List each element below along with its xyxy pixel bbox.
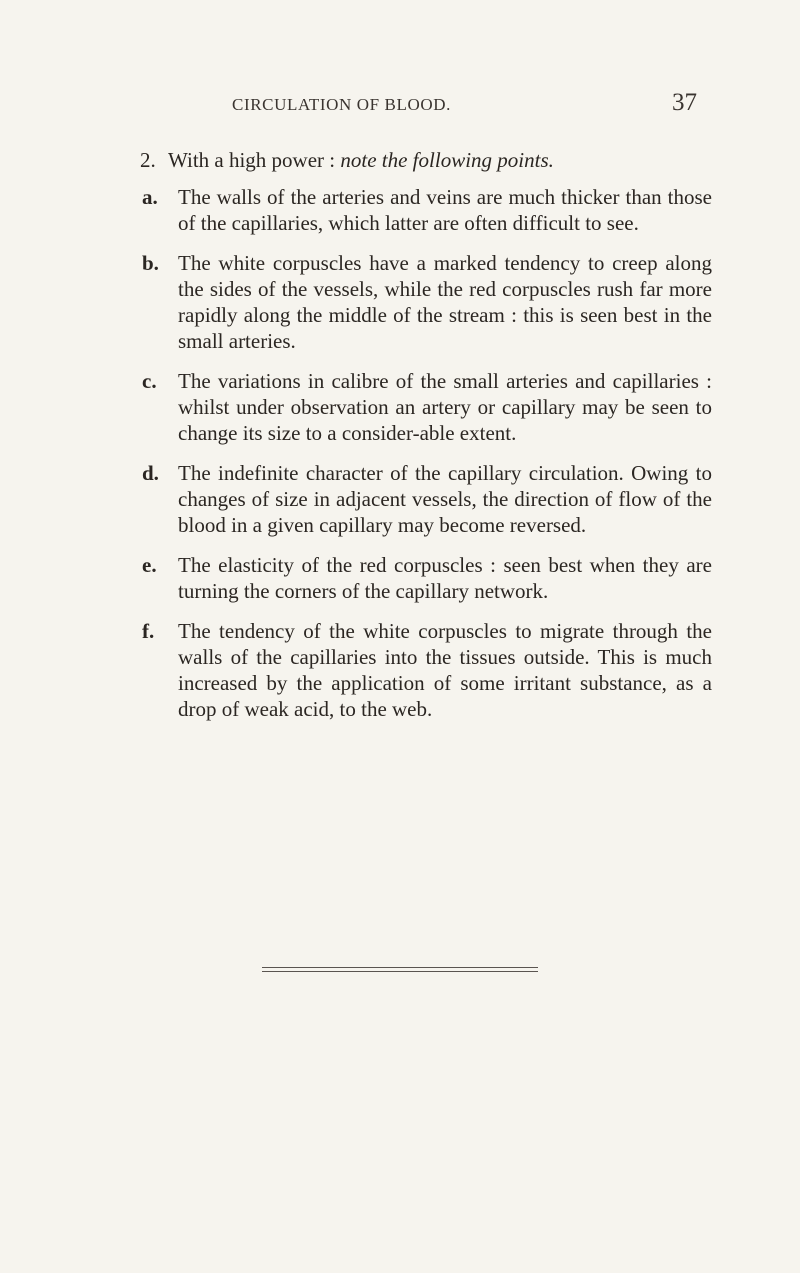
item-text: The elasticity of the red corpuscles : seen best when they are turning the corners of the capillary network.: [178, 553, 712, 603]
end-rule-bottom: [262, 971, 538, 972]
item-letter: b.: [142, 251, 159, 275]
item-letter: f.: [142, 619, 155, 643]
section-intro: [140, 146, 554, 174]
item-letter: a.: [142, 185, 158, 209]
running-head: [0, 89, 800, 129]
end-rule-top: [262, 967, 538, 968]
item-text: The indefinite character of the capillary circulation. Owing to changes of size in adjacent vessels, the direction of flow of the blood in a given capillary may become reversed.: [178, 461, 712, 537]
item-number: 2.: [140, 148, 156, 172]
item-text: The tendency of the white corpuscles to migrate through the walls of the capillaries into the tissues outside. This is much increased by the application of some irritant substance, as a drop of weak acid, to the web.: [178, 619, 712, 721]
item-text: The walls of the arteries and veins are much thicker than those of the capillaries, which latter are often difficult to see.: [178, 185, 712, 235]
item-letter: d.: [142, 461, 159, 485]
list-item: [142, 368, 712, 446]
item-letter: c.: [142, 369, 157, 393]
intro-lead: With a high power :: [168, 148, 341, 172]
item-text: The white corpuscles have a marked tendency to creep along the sides of the vessels, while the red corpuscles rush far more rapidly along the middle of the stream : this is seen best in the small arteries.: [178, 251, 712, 353]
item-text: The variations in calibre of the small arteries and capillaries : whilst under observation an artery or capillary may be seen to change its size to a consider-able extent.: [178, 369, 712, 445]
list-item: [142, 552, 712, 604]
intro-emphasis: note the following points.: [340, 148, 554, 172]
running-title: CIRCULATION OF BLOOD.: [232, 95, 451, 114]
item-letter: e.: [142, 553, 157, 577]
list-item: [142, 460, 712, 538]
list-item: [142, 618, 712, 722]
list-item: [142, 184, 712, 236]
list-item: [142, 250, 712, 354]
page-number: 37: [672, 89, 697, 116]
points-list: [142, 184, 712, 736]
